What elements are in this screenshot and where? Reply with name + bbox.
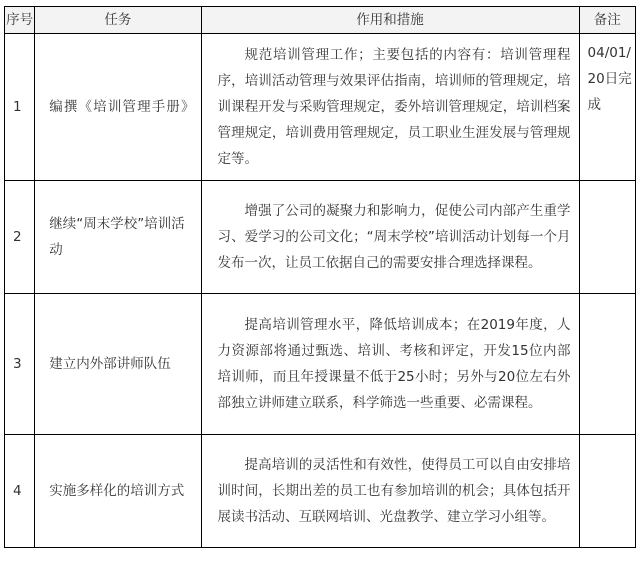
header-note: 备注 <box>579 7 635 34</box>
row-task: 建立内外部讲师队伍 <box>35 294 201 435</box>
row-action-text: 提高培训管理水平，降低培训成本；在2019年度，人力资源部将通过甄选、培训、考核和评定，开发15位内部培训师，而且年授课量不低于25小时；另外与20位左右外部独立讲师建立联系，科学筛选一些重要、必需课程。 <box>217 317 571 411</box>
task-table <box>4 6 636 548</box>
row-action <box>201 294 579 435</box>
row-no: 4 <box>5 435 35 548</box>
row-task: 实施多样化的培训方式 <box>35 435 201 548</box>
table-row <box>5 34 636 181</box>
row-note: 04/01/20日完成 <box>579 34 635 181</box>
row-task: 继续“周末学校”培训活动 <box>35 181 201 294</box>
row-action <box>201 435 579 548</box>
header-action: 作用和措施 <box>201 7 579 34</box>
row-action-text: 增强了公司的凝聚力和影响力，促使公司内部产生重学习、爱学习的公司文化；“周末学校”培训活动计划每一个月发布一次，让员工依据自己的需要安排合理选择课程。 <box>217 203 571 271</box>
table-row <box>5 181 636 294</box>
table-row <box>5 294 636 435</box>
row-note <box>579 294 635 435</box>
row-action-text: 提高培训的灵活性和有效性，使得员工可以自由安排培训时间，长期出差的员工也有参加培训的机会；具体包括开展读书活动、互联网培训、光盘教学、建立学习小组等。 <box>217 457 571 525</box>
row-note <box>579 435 635 548</box>
table-header-row <box>5 7 636 34</box>
row-action <box>201 34 579 181</box>
header-task: 任务 <box>35 7 201 34</box>
row-note <box>579 181 635 294</box>
row-no: 3 <box>5 294 35 435</box>
row-action-text: 规范培训管理工作；主要包括的内容有：培训管理程序，培训活动管理与效果评估指南，培训师的管理规定，培训课程开发与采购管理规定，委外培训管理规定，培训档案管理规定，培训费用管理规定，员工职业生涯发展与管理规定等。 <box>217 47 571 167</box>
row-task: 编撰《培训管理手册》 <box>35 34 201 181</box>
header-no: 序号 <box>5 7 35 34</box>
row-no: 2 <box>5 181 35 294</box>
row-no: 1 <box>5 34 35 181</box>
row-action <box>201 181 579 294</box>
table-row <box>5 435 636 548</box>
